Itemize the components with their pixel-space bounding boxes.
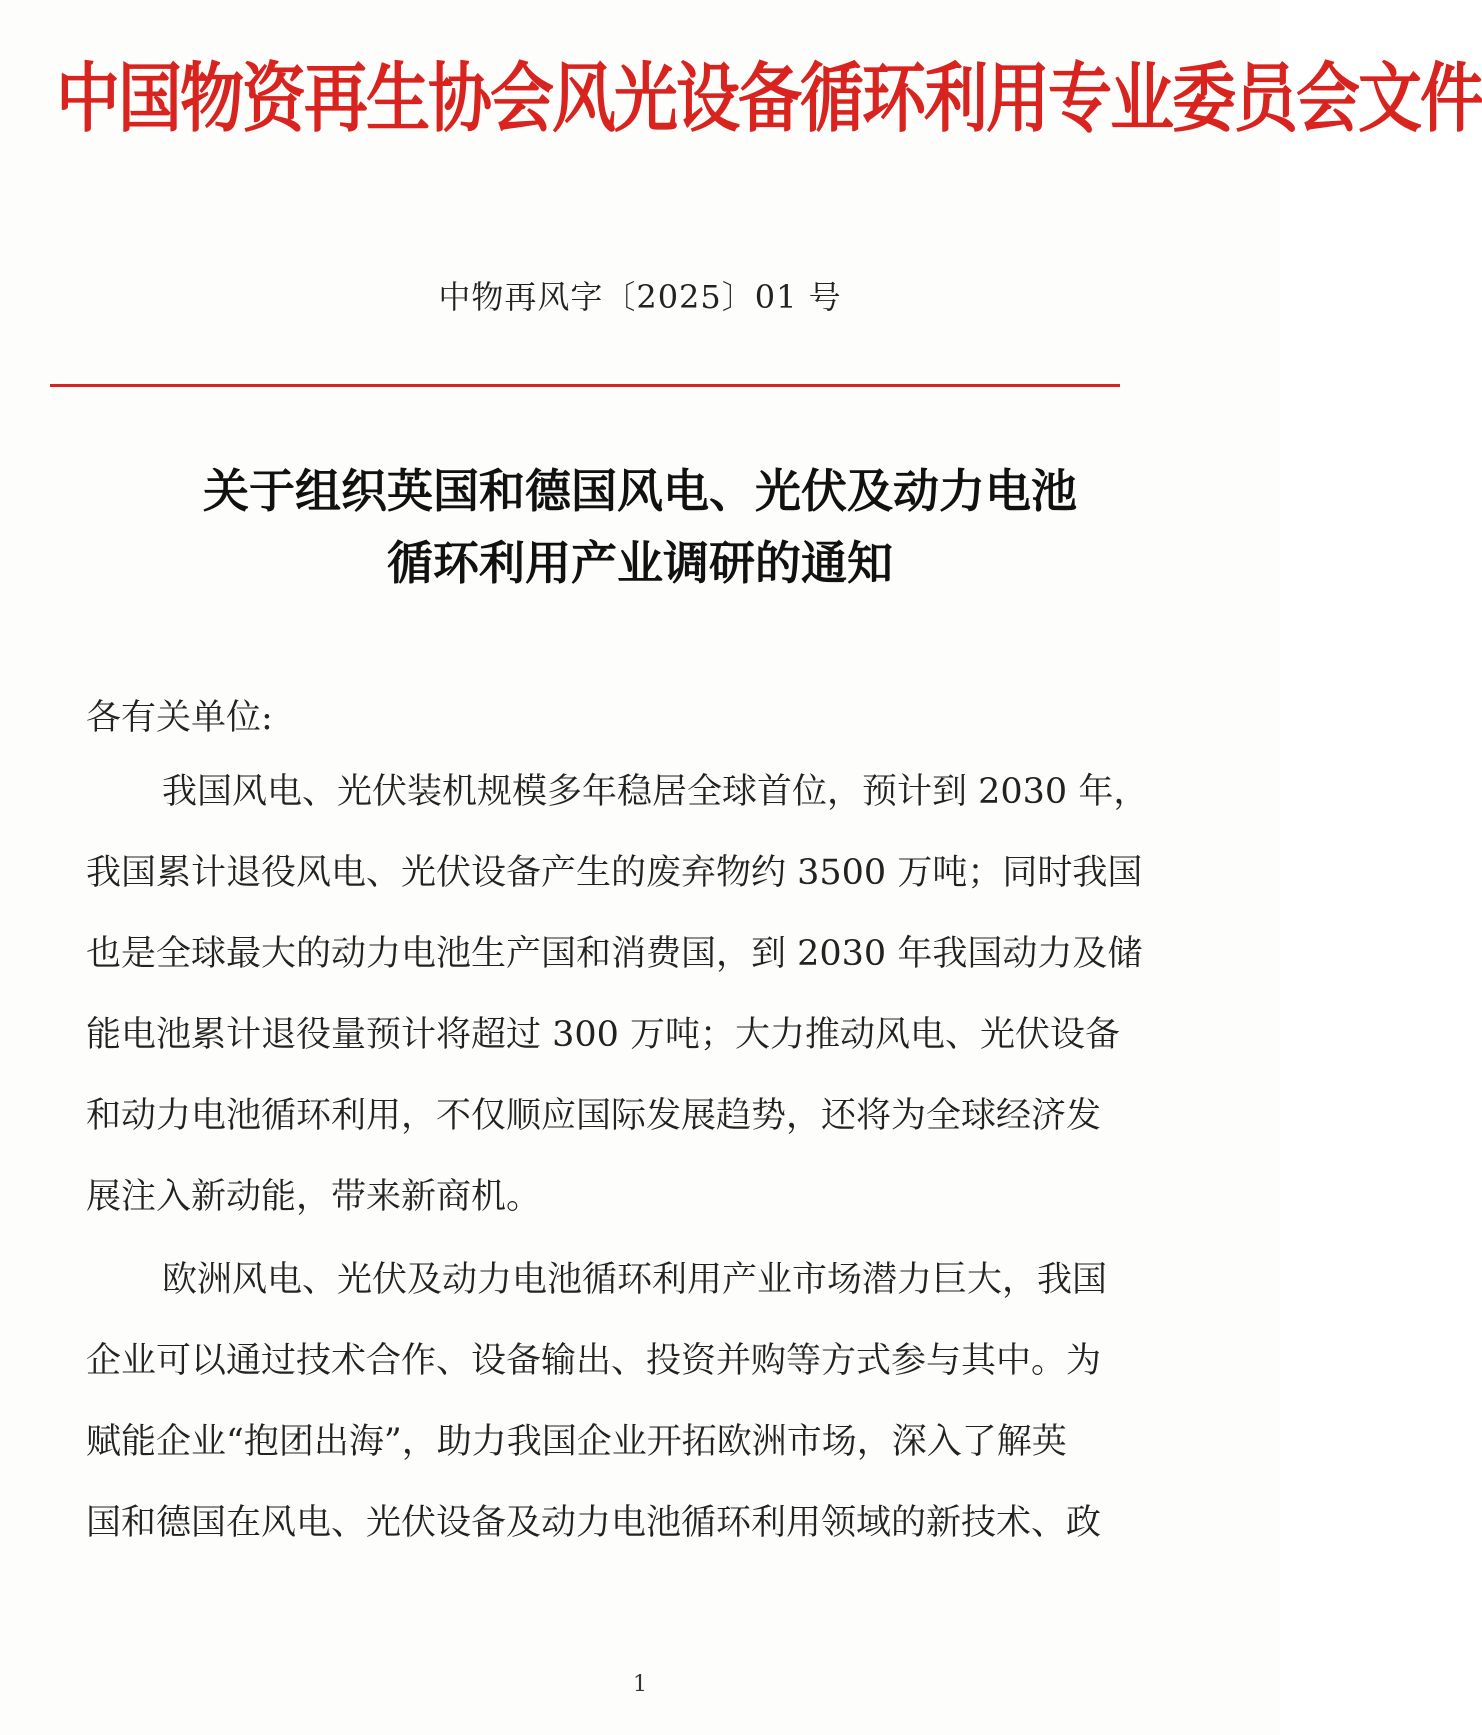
body-paragraph-1 (86, 752, 1166, 1238)
paragraph-line: 企业可以通过技术合作、设备输出、投资并购等方式参与其中。为 (86, 1341, 1102, 1381)
paragraph-line: 赋能企业“抱团出海”，助力我国企业开拓欧洲市场，深入了解英 (86, 1422, 1067, 1462)
paragraph-line: 我国风电、光伏装机规模多年稳居全球首位，预计到 2030 年， (162, 772, 1149, 812)
notice-title (0, 455, 1280, 599)
notice-title-line-2: 循环利用产业调研的通知 (387, 536, 893, 590)
issuer-header-title: 中国物资再生协会风光设备循环利用专业委员会文件 (56, 56, 1482, 144)
page-number: 1 (633, 1672, 647, 1697)
body-paragraph-2 (86, 1240, 1166, 1564)
paragraph-line: 展注入新动能，带来新商机。 (86, 1177, 542, 1217)
paragraph-line: 和动力电池循环利用，不仅顺应国际发展趋势，还将为全球经济发 (86, 1096, 1102, 1136)
red-divider-line (50, 384, 1120, 387)
paragraph-line: 国和德国在风电、光伏设备及动力电池循环利用领域的新技术、政 (86, 1503, 1102, 1543)
paragraph-line: 也是全球最大的动力电池生产国和消费国，到 2030 年我国动力及储 (86, 934, 1143, 974)
paragraph-line: 能电池累计退役量预计将超过 300 万吨；大力推动风电、光伏设备 (86, 1015, 1121, 1055)
notice-title-line-1: 关于组织英国和德国风电、光伏及动力电池 (203, 464, 1077, 518)
salutation: 各有关单位: (86, 698, 273, 738)
paragraph-line: 欧洲风电、光伏及动力电池循环利用产业市场潜力巨大，我国 (162, 1260, 1108, 1300)
paragraph-line: 我国累计退役风电、光伏设备产生的废弃物约 3500 万吨；同时我国 (86, 853, 1143, 893)
document-number: 中物再风字〔2025〕01 号 (438, 278, 842, 316)
